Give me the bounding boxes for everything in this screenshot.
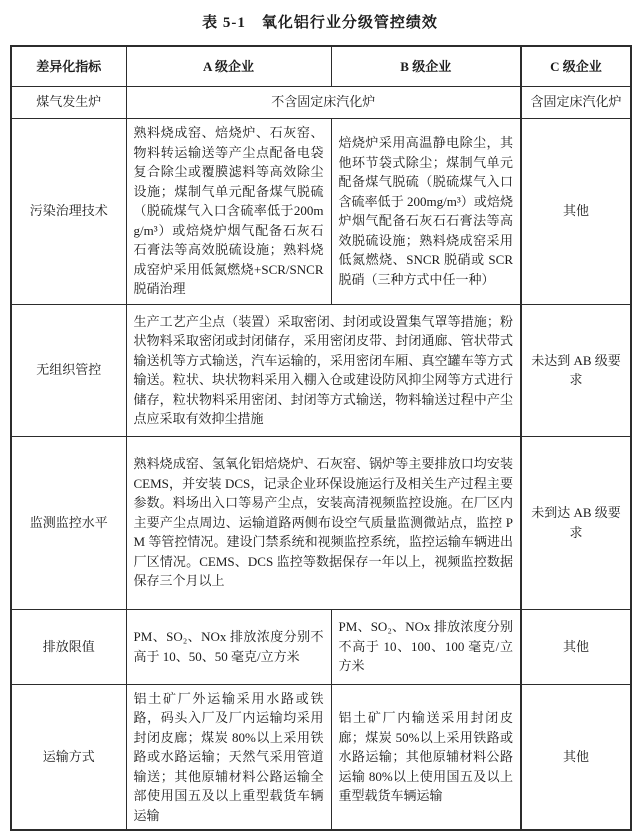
cell-pollution-control-c: 其他 [521, 118, 631, 304]
cell-transport-mode-a: 铝土矿厂外运输采用水路或铁路，码头入厂及厂内运输均采用封闭皮廊；煤炭 80%以上采用铁路或水路运输；天然气采用管道输送；其他原辅材料公路运输全部使用国五及以上重型载货车辆运输 [126, 684, 331, 830]
row-transport-mode [11, 684, 631, 830]
col-header-grade-b: B 级企业 [331, 46, 521, 86]
cell-monitoring-ab: 熟料烧成窑、氢氧化铝焙烧炉、石灰窑、锅炉等主要排放口均安装 CEMS，并安装 DCS，记录企业环保设施运行及相关生产过程主要参数。料场出入口等易产尘点，安装高清视频监控设施。在厂区内主要产尘点周边、运输道路两侧布设空气质量监测微站点，监控 PM 等管控情况。建设门禁系统和视频监控系统，监控运输车辆进出厂区情况。CEMS、DCS 监控等数据保存一年以上，视频监控数据保存三个月以上 [126, 436, 521, 609]
col-header-grade-c: C 级企业 [521, 46, 631, 86]
cell-pollution-control-b: 焙烧炉采用高温静电除尘，其他环节袋式除尘；煤制气单元配备煤气脱硫（脱硫煤气入口含硫率低于 200mg/m³）或焙烧炉烟气配备石灰石石膏法等高效脱硫设施；熟料烧成窑采用低氮燃烧、SNCR 脱硝或 SCR 脱硝（三种方式中任一种） [331, 118, 521, 304]
indicator-fugitive-control: 无组织管控 [11, 304, 126, 436]
grading-table [10, 45, 632, 831]
row-pollution-control [11, 118, 631, 304]
cell-gas-generator-ab: 不含固定床汽化炉 [126, 86, 521, 118]
indicator-transport-mode: 运输方式 [11, 684, 126, 830]
cell-fugitive-control-ab: 生产工艺产尘点（装置）采取密闭、封闭或设置集气罩等措施；粉状物料采取密闭或封闭储存，采用密闭皮带、封闭通廊、管状带式输送机等方式输送，汽车运输的，采用密闭车厢、真空罐车等方式输送。粒状、块状物料采用入棚入仓或建设防风抑尘网等方式进行储存，粒状物料采用密闭、封闭等方式输送，物料输送过程中产尘点应采取有效抑尘措施 [126, 304, 521, 436]
indicator-gas-generator: 煤气发生炉 [11, 86, 126, 118]
cell-emission-limits-a: PM、SO₂、NOx 排放浓度分别不高于 10、50、50 毫克/立方米 [126, 609, 331, 684]
cell-fugitive-control-c: 未达到 AB 级要求 [521, 304, 631, 436]
cell-transport-mode-c: 其他 [521, 684, 631, 830]
indicator-monitoring: 监测监控水平 [11, 436, 126, 609]
col-header-indicator: 差异化指标 [11, 46, 126, 86]
row-gas-generator [11, 86, 631, 118]
cell-emission-limits-c: 其他 [521, 609, 631, 684]
row-fugitive-control [11, 304, 631, 436]
cell-gas-generator-c: 含固定床汽化炉 [521, 86, 631, 118]
cell-transport-mode-b: 铝土矿厂内输送采用封闭皮廊；煤炭 50%以上采用铁路或水路运输；其他原辅材料公路运输 80%以上使用国五及以上重型载货车辆运输 [331, 684, 521, 830]
col-header-grade-a: A 级企业 [126, 46, 331, 86]
row-monitoring [11, 436, 631, 609]
row-emission-limits [11, 609, 631, 684]
cell-monitoring-c: 未到达 AB 级要求 [521, 436, 631, 609]
table-title: 表 5-1 氧化铝行业分级管控绩效 [202, 15, 438, 31]
header-row [11, 46, 631, 86]
indicator-emission-limits: 排放限值 [11, 609, 126, 684]
cell-pollution-control-a: 熟料烧成窑、焙烧炉、石灰窑、物料转运输送等产尘点配备电袋复合除尘或覆膜滤料等高效除尘设施；煤制气单元配备煤气脱硫（脱硫煤气入口含硫率低于200mg/m³）或焙烧炉烟气配备石灰石石膏法等高效脱硫设施；熟料烧成窑炉采用低氮燃烧+SCR/SNCR 脱硝治理 [126, 118, 331, 304]
cell-emission-limits-b: PM、SO₂、NOx 排放浓度分别不高于 10、100、100 毫克/立方米 [331, 609, 521, 684]
indicator-pollution-control: 污染治理技术 [11, 118, 126, 304]
